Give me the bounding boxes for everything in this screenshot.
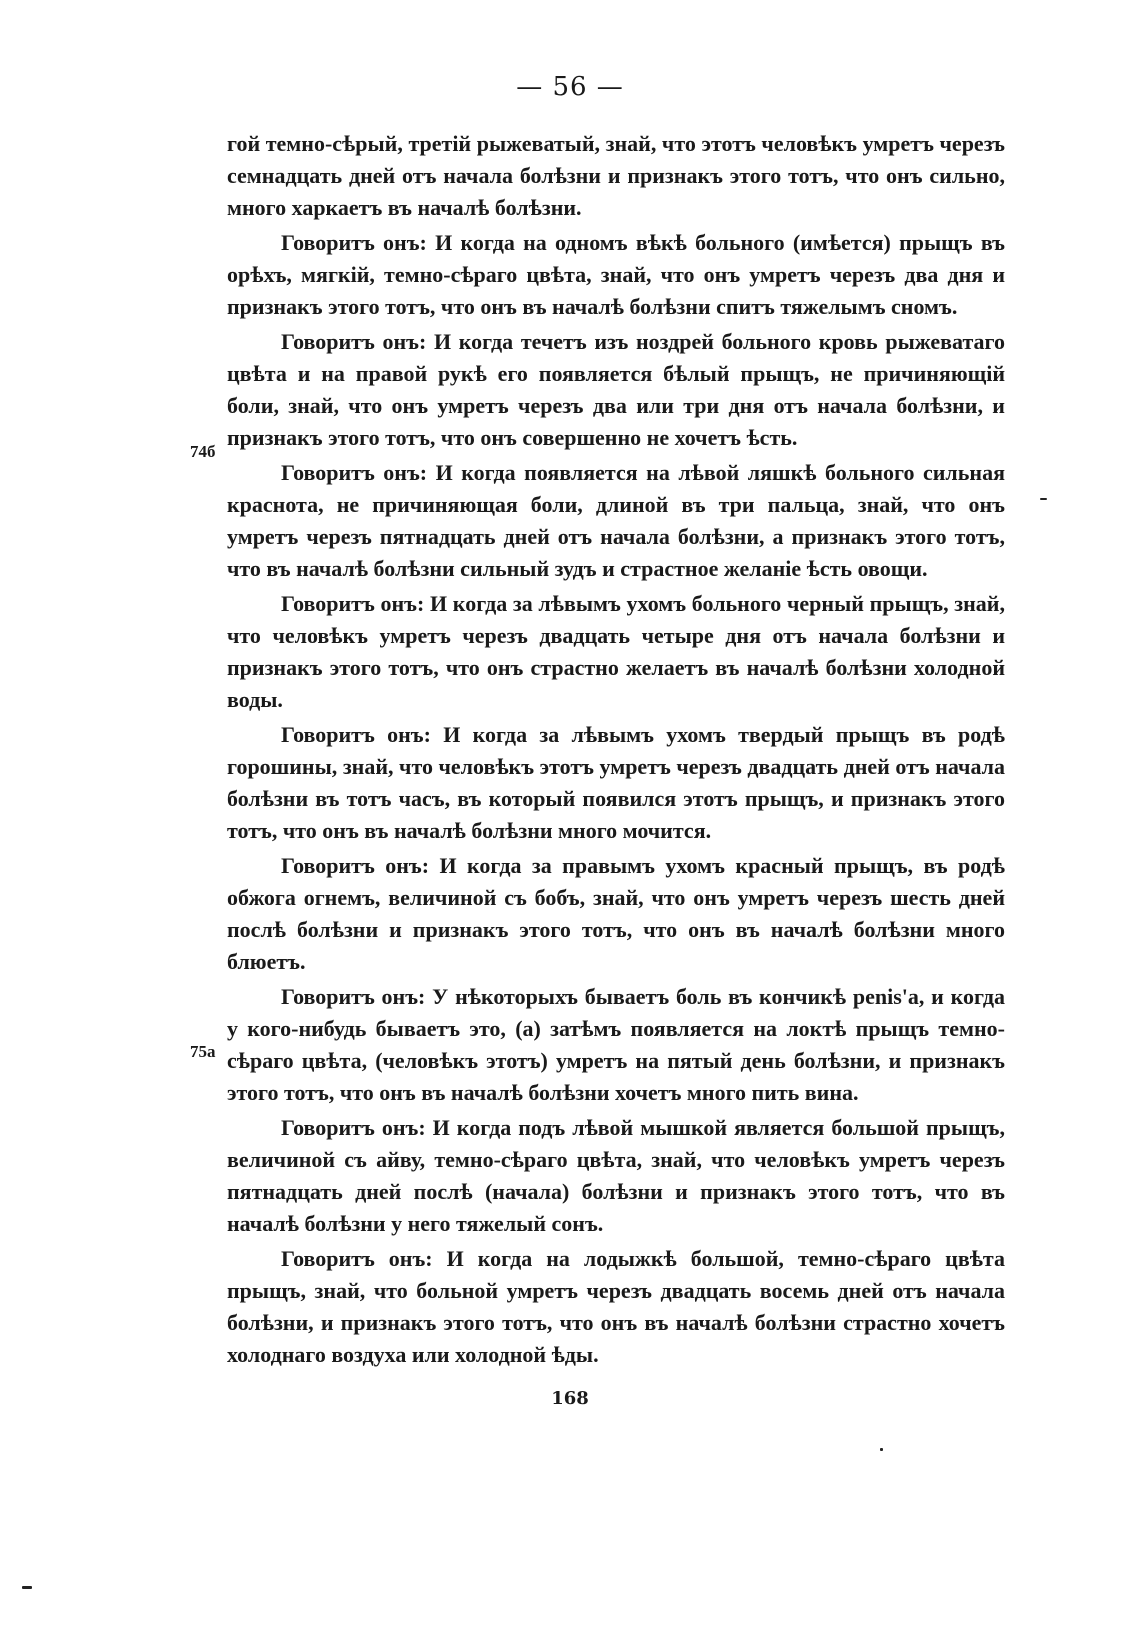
paragraph: Говоритъ онъ: И когда на лодыжкѣ большой, темно-сѣраго цвѣта прыщъ, знай, что больной умретъ черезъ двадцать восемь дней отъ начала болѣзни, и признакъ этого тотъ, что онъ въ началѣ болѣзни страстно хочетъ холоднаго воздуха или холодной ѣды. <box>227 1246 1005 1367</box>
paragraph: Говоритъ онъ: И когда за лѣвымъ ухомъ твердый прыщъ въ родѣ горошины, знай, что человѣкъ этотъ умретъ черезъ двадцать дней отъ начала болѣзни въ тотъ часъ, въ который появился этотъ прыщъ, и признакъ этого тотъ, что онъ въ началѣ болѣзни много мочится. <box>227 722 1005 843</box>
scan-speck <box>880 1448 883 1451</box>
scan-speck <box>1040 498 1047 500</box>
paragraph: гой темно-сѣрый, третій рыжеватый, знай, что этотъ человѣкъ умретъ черезъ семнадцать дней отъ начала болѣзни и признакъ этого тотъ, что онъ сильно, много харкаетъ въ началѣ болѣзни. <box>227 131 1005 220</box>
paragraph: Говоритъ онъ: И когда за правымъ ухомъ красный прыщъ, въ родѣ обжога огнемъ, величиной съ бобъ, знай, что онъ умретъ черезъ шесть дней послѣ болѣзни и признакъ этого тотъ, что онъ въ началѣ болѣзни много блюетъ. <box>227 853 1005 974</box>
scan-speck <box>22 1586 32 1589</box>
main-text <box>227 128 1005 1371</box>
paragraph: Говоритъ онъ: И когда на одномъ вѣкѣ больного (имѣется) прыщъ въ орѣхъ, мягкій, темно-сѣраго цвѣта, знай, что онъ умретъ черезъ два дня и признакъ этого тотъ, что онъ въ началѣ болѣзни спитъ тяжелымъ сномъ. <box>227 230 1005 319</box>
folio-number: 168 <box>551 1388 589 1409</box>
paragraph: Говоритъ онъ: И когда течетъ изъ ноздрей больного кровь рыжеватаго цвѣта и на правой рукѣ его появляется бѣлый прыщъ, не причиняющій боли, знай, что онъ умретъ черезъ два или три дня отъ начала болѣзни, и признакъ этого тотъ, что онъ совершенно не хочетъ ѣсть. <box>227 329 1005 450</box>
paragraph: Говоритъ онъ: У нѣкоторыхъ бываетъ боль въ кончикѣ penis'а, и когда у кого-нибудь бываетъ это, (а) затѣмъ появляется на локтѣ прыщъ темно-сѣраго цвѣта, (человѣкъ этотъ) умретъ на пятый день болѣзни, и признакъ этого тотъ, что онъ въ началѣ болѣзни хочетъ много пить вина. <box>227 984 1005 1105</box>
page-number: — 56 — <box>516 72 624 102</box>
paragraph: Говоритъ онъ: И когда подъ лѣвой мышкой является большой прыщъ, величиной съ айву, темно-сѣраго цвѣта, знай, что человѣкъ умретъ черезъ пятнадцать дней послѣ (начала) болѣзни и признакъ этого тотъ, что въ началѣ болѣзни у него тяжелый сонъ. <box>227 1115 1005 1236</box>
margin-folio-note: 74б <box>190 442 216 461</box>
margin-folio-note: 75а <box>190 1042 216 1061</box>
paragraph: Говоритъ онъ: И когда появляется на лѣвой ляшкѣ больного сильная краснота, не причиняющая боли, длиной въ три пальца, знай, что онъ умретъ черезъ пятнадцать дней отъ начала болѣзни, а признакъ этого тотъ, что въ началѣ болѣзни сильный зудъ и страстное желаніе ѣсть овощи. <box>227 460 1005 581</box>
paragraph: Говоритъ онъ: И когда за лѣвымъ ухомъ больного черный прыщъ, знай, что человѣкъ умретъ черезъ двадцать четыре дня отъ начала болѣзни и признакъ этого тотъ, что онъ страстно желаетъ въ началѣ болѣзни холодной воды. <box>227 591 1005 712</box>
